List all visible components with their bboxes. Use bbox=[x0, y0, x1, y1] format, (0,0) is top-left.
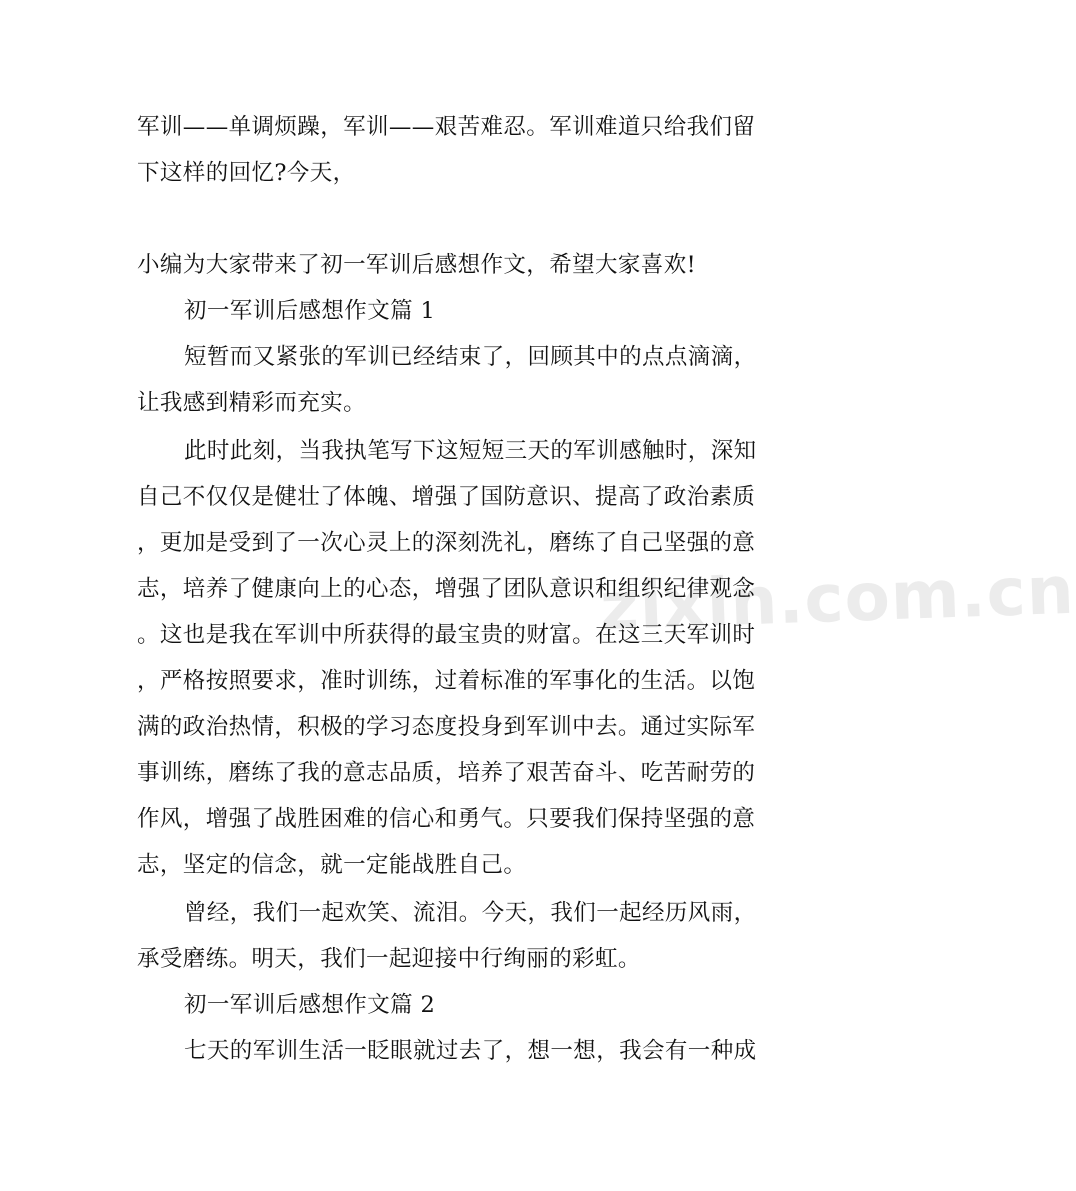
essay1-p2-line-8: 事训练，磨练了我的意志品质，培养了艰苦奋斗、吃苦耐劳的 bbox=[137, 760, 756, 786]
essay1-p2-line-10: 志，坚定的信念，就一定能战胜自己。 bbox=[137, 852, 527, 878]
essay1-p2-line-4: 志，培养了健康向上的心态，增强了团队意识和组织纪律观念 bbox=[137, 576, 756, 602]
essay1-p1-line-2: 让我感到精彩而充实。 bbox=[137, 390, 367, 416]
essay1-p2-line-6: ，严格按照要求，准时训练，过着标准的军事化的生活。以饱 bbox=[137, 668, 756, 694]
essay2-heading: 初一军训后感想作文篇 2 bbox=[184, 992, 436, 1018]
essay1-p2-line-3: ，更加是受到了一次心灵上的深刻洗礼，磨练了自己坚强的意 bbox=[137, 530, 756, 556]
watermark: zixin.com.cn bbox=[598, 551, 1076, 646]
essay1-p3-line-1: 曾经，我们一起欢笑、流泪。今天，我们一起经历风雨， bbox=[184, 900, 757, 926]
intro-line-1: 军训——单调烦躁，军训——艰苦难忍。军训难道只给我们留 bbox=[137, 114, 756, 140]
essay1-p1-line-1: 短暂而又紧张的军训已经结束了，回顾其中的点点滴滴， bbox=[184, 344, 757, 370]
essay1-p2-line-5: 。这也是我在军训中所获得的最宝贵的财富。在这三天军训时 bbox=[137, 622, 756, 648]
essay2-p1-line-1: 七天的军训生活一眨眼就过去了，想一想，我会有一种成 bbox=[184, 1038, 757, 1064]
essay1-p2-line-9: 作风，增强了战胜困难的信心和勇气。只要我们保持坚强的意 bbox=[137, 806, 756, 832]
intro-line-3: 小编为大家带来了初一军训后感想作文，希望大家喜欢! bbox=[137, 252, 697, 278]
intro-line-2: 下这样的回忆?今天， bbox=[137, 160, 356, 186]
essay1-p3-line-2: 承受磨练。明天，我们一起迎接中行绚丽的彩虹。 bbox=[137, 946, 641, 972]
essay1-heading: 初一军训后感想作文篇 1 bbox=[184, 298, 436, 324]
essay1-p2-line-2: 自己不仅仅是健壮了体魄、增强了国防意识、提高了政治素质 bbox=[137, 484, 756, 510]
essay1-p2-line-1: 此时此刻，当我执笔写下这短短三天的军训感触时，深知 bbox=[184, 438, 757, 464]
essay1-p2-line-7: 满的政治热情，积极的学习态度投身到军训中去。通过实际军 bbox=[137, 714, 756, 740]
